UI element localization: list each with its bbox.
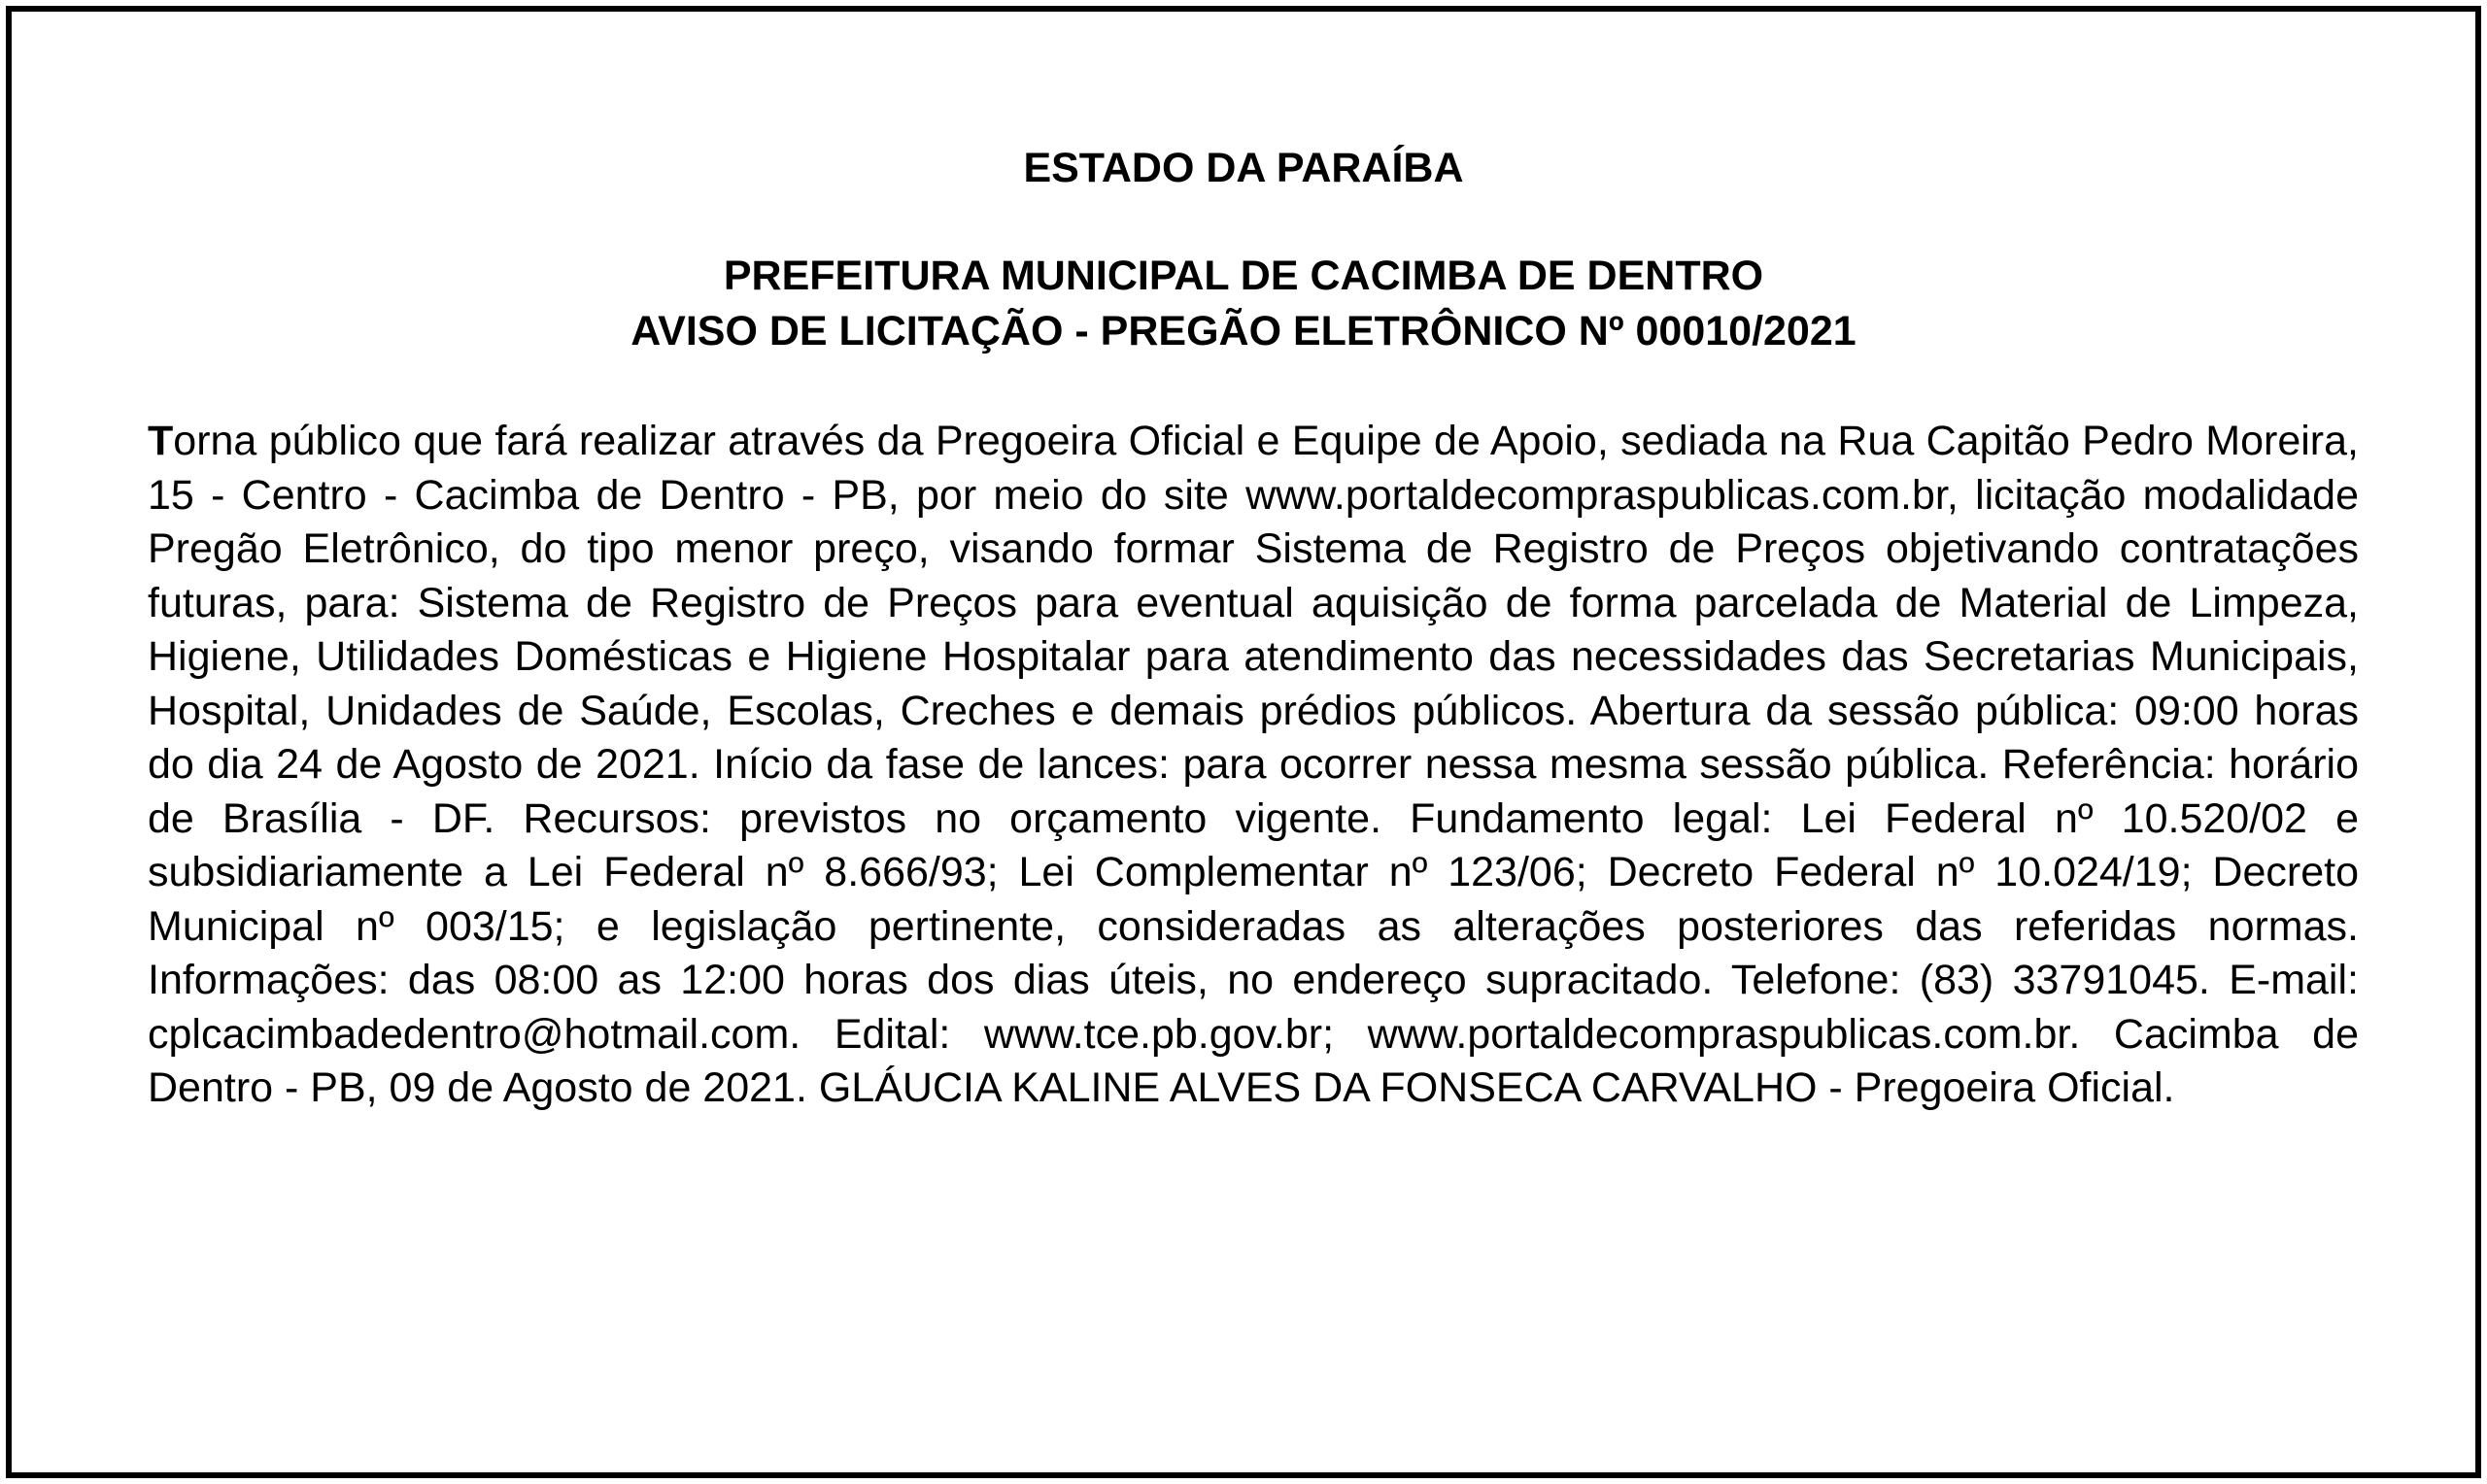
body-text: orna público que fará realizar através da Pregoeira Oficial e Equipe de Apoio, sediada na Rua Capitão Pedro Moreira, 15 - Centro - Cacimba de Dentro - PB, por meio do site www.portaldecompraspublicas.com.br, licitação modalidade Pregão Eletrônico, do tipo menor preço, visando formar Sistema de Registro de Preços objetivando contratações futuras, para: Sistema de Registro de Preços para eventual aquisição de forma parcelada de Material de Limpeza, Higiene, Utilidades Domésticas e Higiene Hospitalar para atendimento das necessidades das Secretarias Municipais, Hospital, Unidades de Saúde, Escolas, Creches e demais prédios públicos. Abertura da sessão pública: 09:00 horas do dia 24 de Agosto de 2021. Início da fase de lances: para ocorrer nessa mesma sessão pública. Referência: horário de Brasília - DF. Recursos: previstos no orçamento vigente. Fundamento legal: Lei Federal nº 10.520/02 e subsidiariamente a Lei Federal nº 8.666/93; Lei Complementar nº 123/06; Decreto Federal nº 10.024/19; Decreto Municipal nº 003/15; e legislação pertinente, consideradas as alterações posteriores das referidas normas. Informações: das 08:00 as 12:00 horas dos dias úteis, no endereço supracitado. Telefone: (83) 33791045. E-mail: cplcacimbadedentro@hotmail.com. Edital: www.tce.pb.gov.br; www.portaldecompraspublicas.com.br. Cacimba de Dentro - PB, 09 de Agosto de 2021. GLÁUCIA KALINE ALVES DA FONSECA CARVALHO - Pregoeira Oficial. xyxy=(148,418,2359,1111)
notice-body xyxy=(148,415,2359,1116)
state-heading: ESTADO DA PARAÍBA xyxy=(1023,145,1464,191)
body-lead-letter: T xyxy=(148,418,174,464)
notice-frame xyxy=(6,6,2481,1478)
municipality-heading: PREFEITURA MUNICIPAL DE CACIMBA DE DENTRO xyxy=(723,253,1764,299)
notice-title: AVISO DE LICITAÇÃO - PREGÃO ELETRÔNICO Nº 00010/2021 xyxy=(630,308,1857,354)
